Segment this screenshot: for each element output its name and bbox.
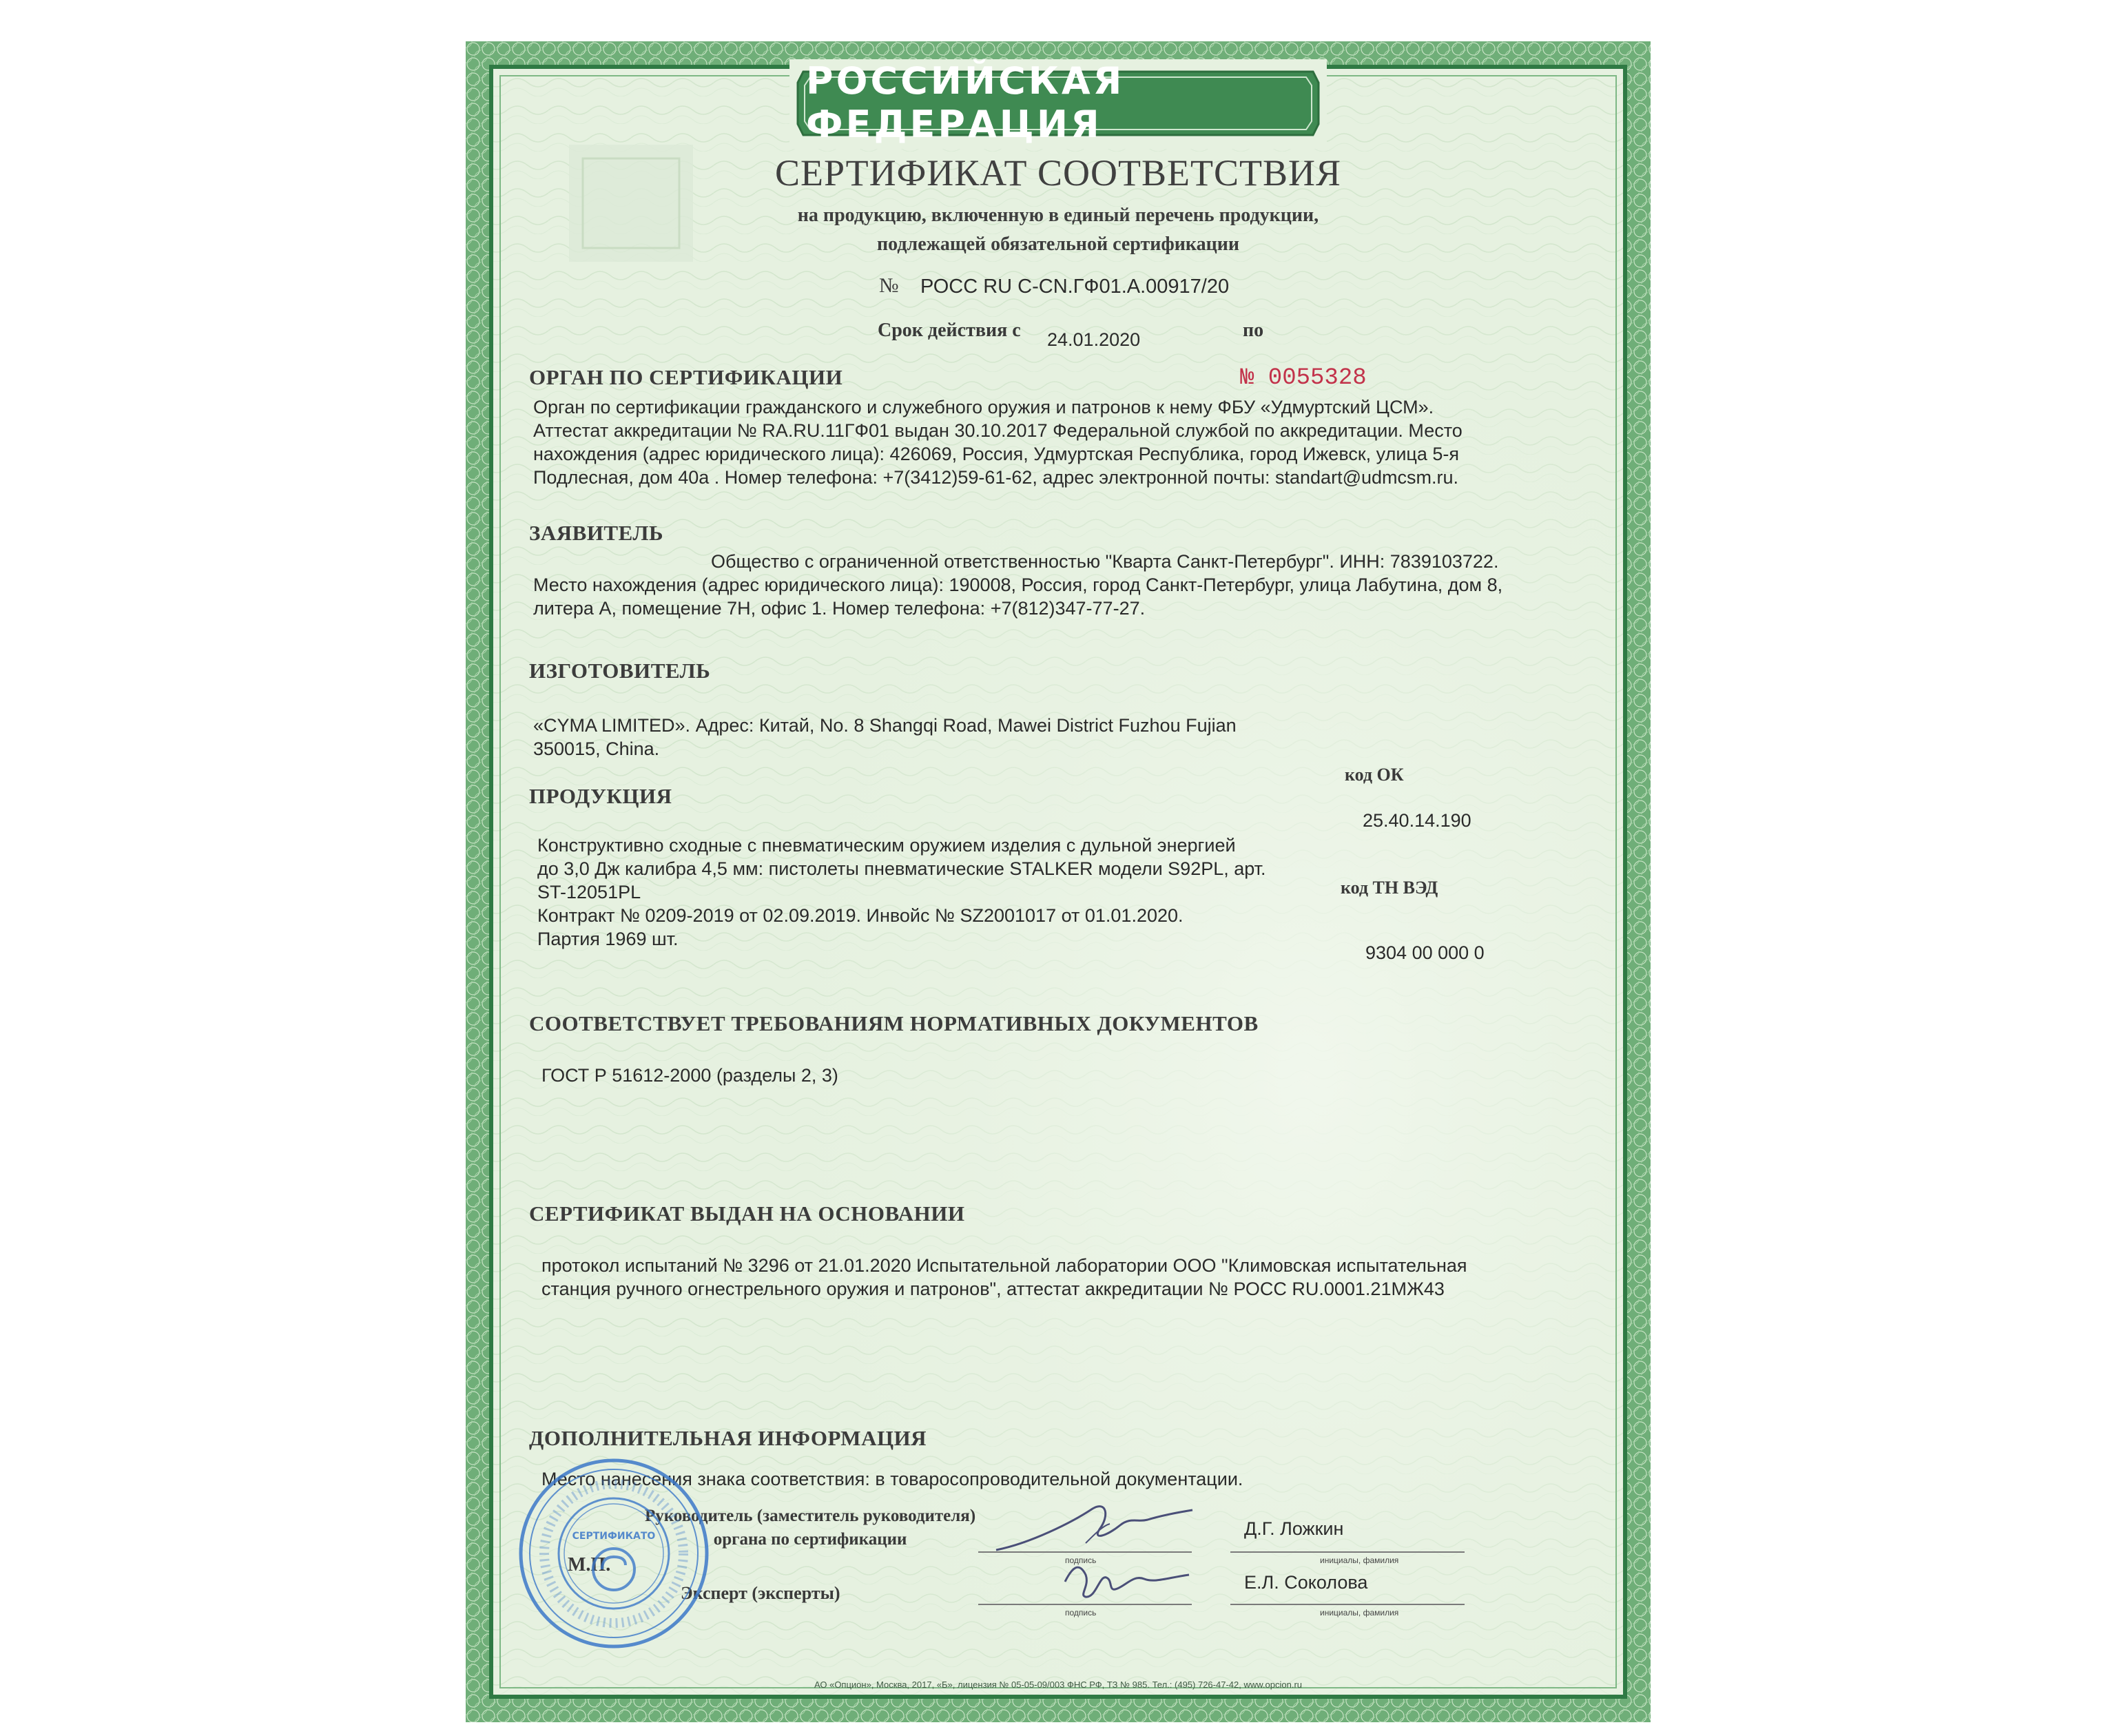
head-name-line <box>1230 1551 1465 1553</box>
certificate-number: РОСС RU C-CN.ГФ01.А.00917/20 <box>920 276 1230 298</box>
conformity-standard: ГОСТ Р 51612-2000 (разделы 2, 3) <box>541 1065 838 1086</box>
certificate-sheet <box>466 41 1651 1722</box>
text-line: Контракт № 0209-2019 от 02.09.2019. Инвойс № SZ2001017 от 01.01.2020. <box>537 905 1184 926</box>
basis-text <box>541 1254 1589 1301</box>
text-line: Общество с ограниченной ответственностью "Кварта Санкт-Петербург". ИНН: 7839103722. <box>711 551 1499 572</box>
applicant-text <box>533 550 1608 620</box>
stamp-place-label: М.П. <box>568 1554 611 1575</box>
subtitle-line-1: на продукцию, включенную в единый перечень продукции, <box>797 205 1319 226</box>
text-line: Конструктивно сходные с пневматическим оружием изделия с дульной энергией <box>537 835 1236 856</box>
text-line: Подлесная, дом 40а . Номер телефона: +7(3412)59-61-62, адрес электронной почты: standart@udmcsm.ru. <box>533 467 1458 488</box>
seal-center-text: СЕРТИФИКАТО <box>572 1531 656 1542</box>
text-line: «CYMA LIMITED». Адрес: Китай, No. 8 Shangqi Road, Mawei District Fuzhou Fujian <box>533 715 1237 736</box>
document-title: СЕРТИФИКАТ СООТВЕТСТВИЯ <box>774 152 1342 194</box>
text-line: Партия 1969 шт. <box>537 929 679 949</box>
validity-from-label: Срок действия с <box>878 320 1021 341</box>
text-line: станция ручного огнестрельного оружия и патронов", аттестат аккредитации № РОСС RU.0001.21МЖ43 <box>541 1279 1445 1299</box>
expert-signature-scribble <box>1058 1554 1196 1606</box>
basis-heading: СЕРТИФИКАТ ВЫДАН НА ОСНОВАНИИ <box>529 1201 965 1226</box>
expert-label: Эксперт (эксперты) <box>681 1583 840 1603</box>
text-line: литера А, помещение 7Н, офис 1. Номер телефона: +7(812)347-77-27. <box>533 598 1146 619</box>
banner-title: РОССИЙСКАЯ ФЕДЕРАЦИЯ <box>806 59 1125 146</box>
signature-caption: подпись <box>1065 1608 1097 1618</box>
ok-code-label: код ОК <box>1345 765 1404 785</box>
name-caption: инициалы, фамилия <box>1320 1608 1399 1618</box>
manufacturer-text <box>533 714 1360 761</box>
text-line: нахождения (адрес юридического лица): 426069, Россия, Удмуртская Республика, город Ижевск, улица 5-я <box>533 444 1460 464</box>
ok-code-value: 25.40.14.190 <box>1363 810 1471 831</box>
text-line: Аттестат аккредитации № RA.RU.11ГФ01 выдан 30.10.2017 Федеральной службой по аккредитации. Место <box>533 420 1463 441</box>
conformity-heading: СООТВЕТСТВУЕТ ТРЕБОВАНИЯМ НОРМАТИВНЫХ ДОКУМЕНТОВ <box>529 1011 1259 1035</box>
document-subtitle <box>466 201 1651 259</box>
organization-seal <box>514 1454 714 1653</box>
validity-to-label: по <box>1243 320 1264 341</box>
additional-info-heading: ДОПОЛНИТЕЛЬНАЯ ИНФОРМАЦИЯ <box>529 1426 927 1450</box>
applicant-heading: ЗАЯВИТЕЛЬ <box>529 521 663 545</box>
text-line: ST-12051PL <box>537 882 641 902</box>
number-symbol: № <box>879 274 899 297</box>
name-caption: инициалы, фамилия <box>1320 1556 1399 1565</box>
validity-from-date: 24.01.2020 <box>1047 329 1141 350</box>
text-line: органа по сертификации <box>713 1530 907 1549</box>
manufacturer-heading: ИЗГОТОВИТЕЛЬ <box>529 659 711 683</box>
text-line: Орган по сертификации гражданского и служебного оружия и патронов к нему ФБУ «Удмуртский ЦСМ». <box>533 397 1434 417</box>
product-heading: ПРОДУКЦИЯ <box>529 784 672 808</box>
additional-info-text: Место нанесения знака соответствия: в товаросопроводительной документации. <box>541 1469 1243 1489</box>
expert-name: Е.Л. Соколова <box>1244 1572 1368 1593</box>
product-text <box>537 834 1336 951</box>
text-line: протокол испытаний № 3296 от 21.01.2020 Испытательной лаборатории ООО "Климовская испытательная <box>541 1255 1467 1276</box>
subtitle-line-2: подлежащей обязательной сертификации <box>877 234 1239 255</box>
text-line: 350015, China. <box>533 738 660 759</box>
tnved-code-value: 9304 00 000 0 <box>1365 942 1485 963</box>
tnved-code-label: код ТН ВЭД <box>1341 878 1438 898</box>
text-line: Руководитель (заместитель руководителя) <box>645 1507 976 1525</box>
text-line: до 3,0 Дж калибра 4,5 мм: пистолеты пневматические STALKER модели S92PL, арт. <box>537 858 1266 879</box>
head-signatory-name: Д.Г. Ложкин <box>1244 1518 1344 1539</box>
head-signature-scribble <box>989 1495 1196 1557</box>
blank-serial-number: № 0055328 <box>1240 365 1367 391</box>
text-line: Место нахождения (адрес юридического лица): 190008, Россия, город Санкт-Петербург, улица Лабутина, дом 8, <box>533 575 1503 595</box>
certification-body-text <box>533 395 1580 489</box>
printer-footer: АО «Опцион», Москва, 2017, «Б», лицензия № 05-05-09/003 ФНС РФ, ТЗ № 985. Тел.: (495) 726-47-42, www.opcion.ru <box>814 1680 1303 1690</box>
certification-body-heading: ОРГАН ПО СЕРТИФИКАЦИИ <box>529 365 843 389</box>
signature-caption: подпись <box>1065 1556 1097 1565</box>
expert-name-line <box>1230 1604 1465 1605</box>
